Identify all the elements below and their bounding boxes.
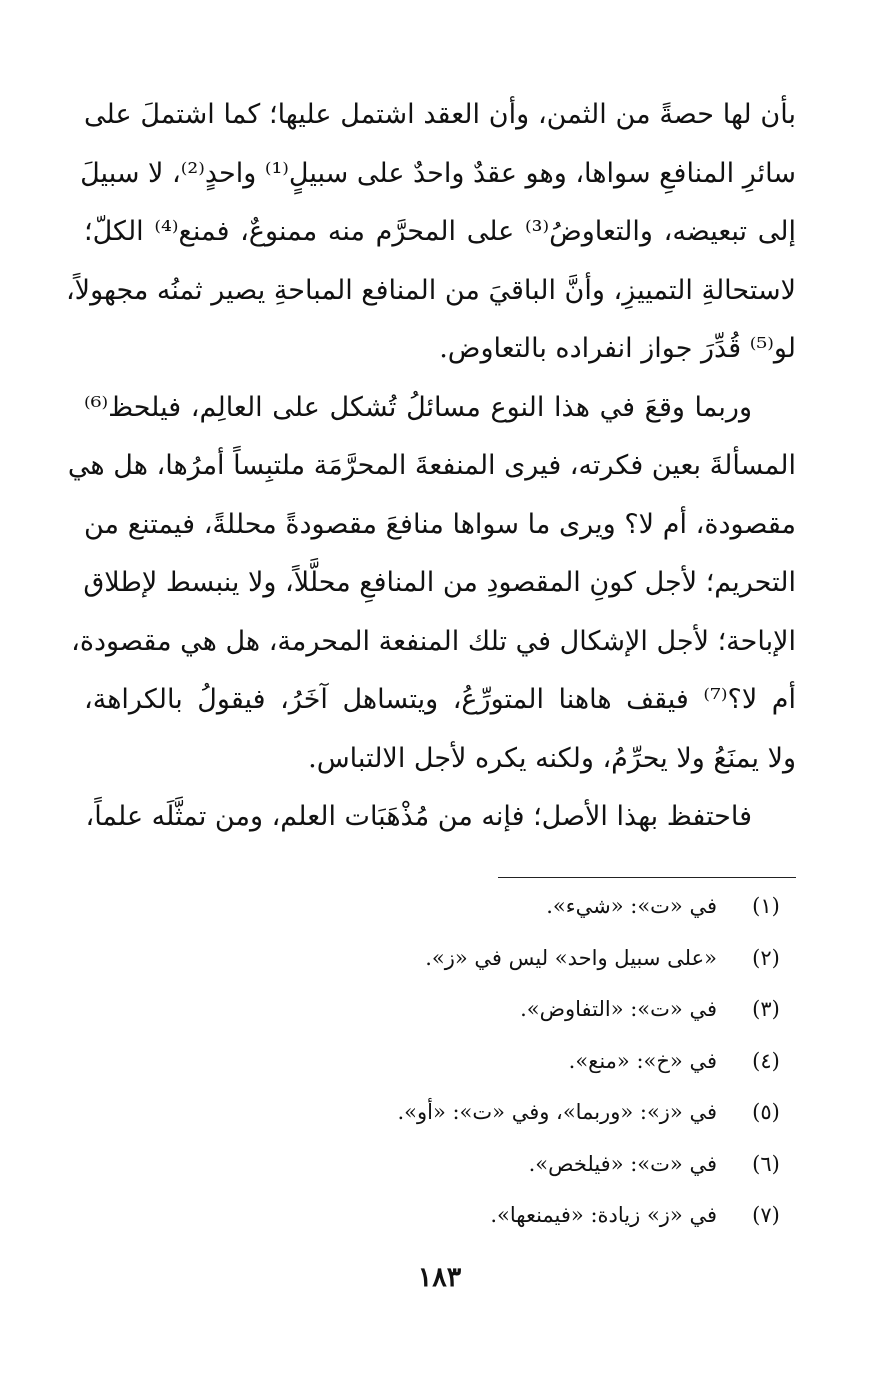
footnote-item [235,1100,795,1152]
footnote-text: «على سبيل واحد» ليس في «ز». [425,945,717,970]
footnote-number: (٤) [752,1048,780,1073]
footnote-item [235,946,795,998]
text-line: لو⁽⁵⁾ قُدِّرَ جواز انفراده بالتعاوض. [439,333,796,364]
footnote-number: (٧) [752,1203,780,1227]
footnote-item [235,1152,795,1204]
text-line: بأن لها حصةً من الثمن، وأن العقد اشتمل عليها؛ كما اشتملَ على [84,99,796,130]
text-line: الإباحة؛ لأجل الإشكال في تلك المنفعة المحرمة، هل هي مقصودة، [71,625,796,657]
footnote-item [235,1049,795,1101]
footnote-text: في «ت»: «فيلخص». [528,1151,717,1176]
footnote-text: في «خ»: «منع». [568,1048,717,1073]
text-line: التحريم؛ لأجل كونِ المقصودِ من المنافعِ محلَّلاً، ولا ينبسط لإطلاق [83,567,796,598]
text-line: فاحتفظ بهذا الأصل؛ فإنه من مُذْهَبَات العلم، ومن تمثَّلَه علماً، [85,801,752,832]
footnote-number: (١) [752,894,780,918]
paragraph-1 [65,86,796,379]
text-line: أم لا؟⁽⁷⁾ فيقف هاهنا المتورِّعُ، ويتساهل آخَرُ، فيقولُ بالكراهة، [84,684,796,715]
text-line: لاستحالةِ التمييزِ، وأنَّ الباقيَ من المنافع المباحةِ يصير ثمنُه مجهولاً، [65,274,796,306]
page-number: ١٨٣ [417,1262,462,1293]
text-line: المسألةَ بعين فكرته، فيرى المنفعةَ المحرَّمَة ملتبِساً أمرُها، هل هي [67,450,796,481]
footnote-number: (٦) [752,1151,780,1176]
text-line: ولا يمنَعُ ولا يحرِّمُ، ولكنه يكره لأجل الالتباس. [308,742,796,774]
paragraph-2 [67,379,796,789]
text-line: سائرِ المنافعِ سواها، وهو عقدٌ واحدٌ على سبيلٍ⁽¹⁾ واحدٍ⁽²⁾، لا سبيلَ [80,157,796,189]
footnote-divider [498,877,796,878]
footnote-text: في «ز»: «وربما»، وفي «ت»: «أو». [397,1100,717,1124]
footnote-text: في «ت»: «شيء». [546,894,717,918]
footnote-item [235,1203,795,1255]
footnotes [235,894,795,1255]
footnote-text: في «ز» زيادة: «فيمنعها». [490,1203,717,1227]
main-text [65,86,796,847]
footnote-number: (٥) [752,1100,780,1124]
footnote-item [235,894,795,946]
text-line: وربما وقعَ في هذا النوع مسائلُ تُشكل على العالِم، فيلحظ⁽⁶⁾ [84,391,752,423]
footnote-item [235,997,795,1049]
paragraph-3 [84,788,796,847]
footnote-number: (٢) [752,945,780,970]
text-line: إلى تبعيضه، والتعاوضُ⁽³⁾ على المحرَّم منه ممنوعٌ، فمنع⁽⁴⁾ الكلّ؛ [84,216,796,247]
footnote-text: في «ت»: «التفاوض». [520,997,717,1021]
text-line: مقصودة، أم لا؟ ويرى ما سواها منافعَ مقصودةً محللةً، فيمتنع من [84,508,796,540]
footnote-number: (٣) [752,997,780,1021]
